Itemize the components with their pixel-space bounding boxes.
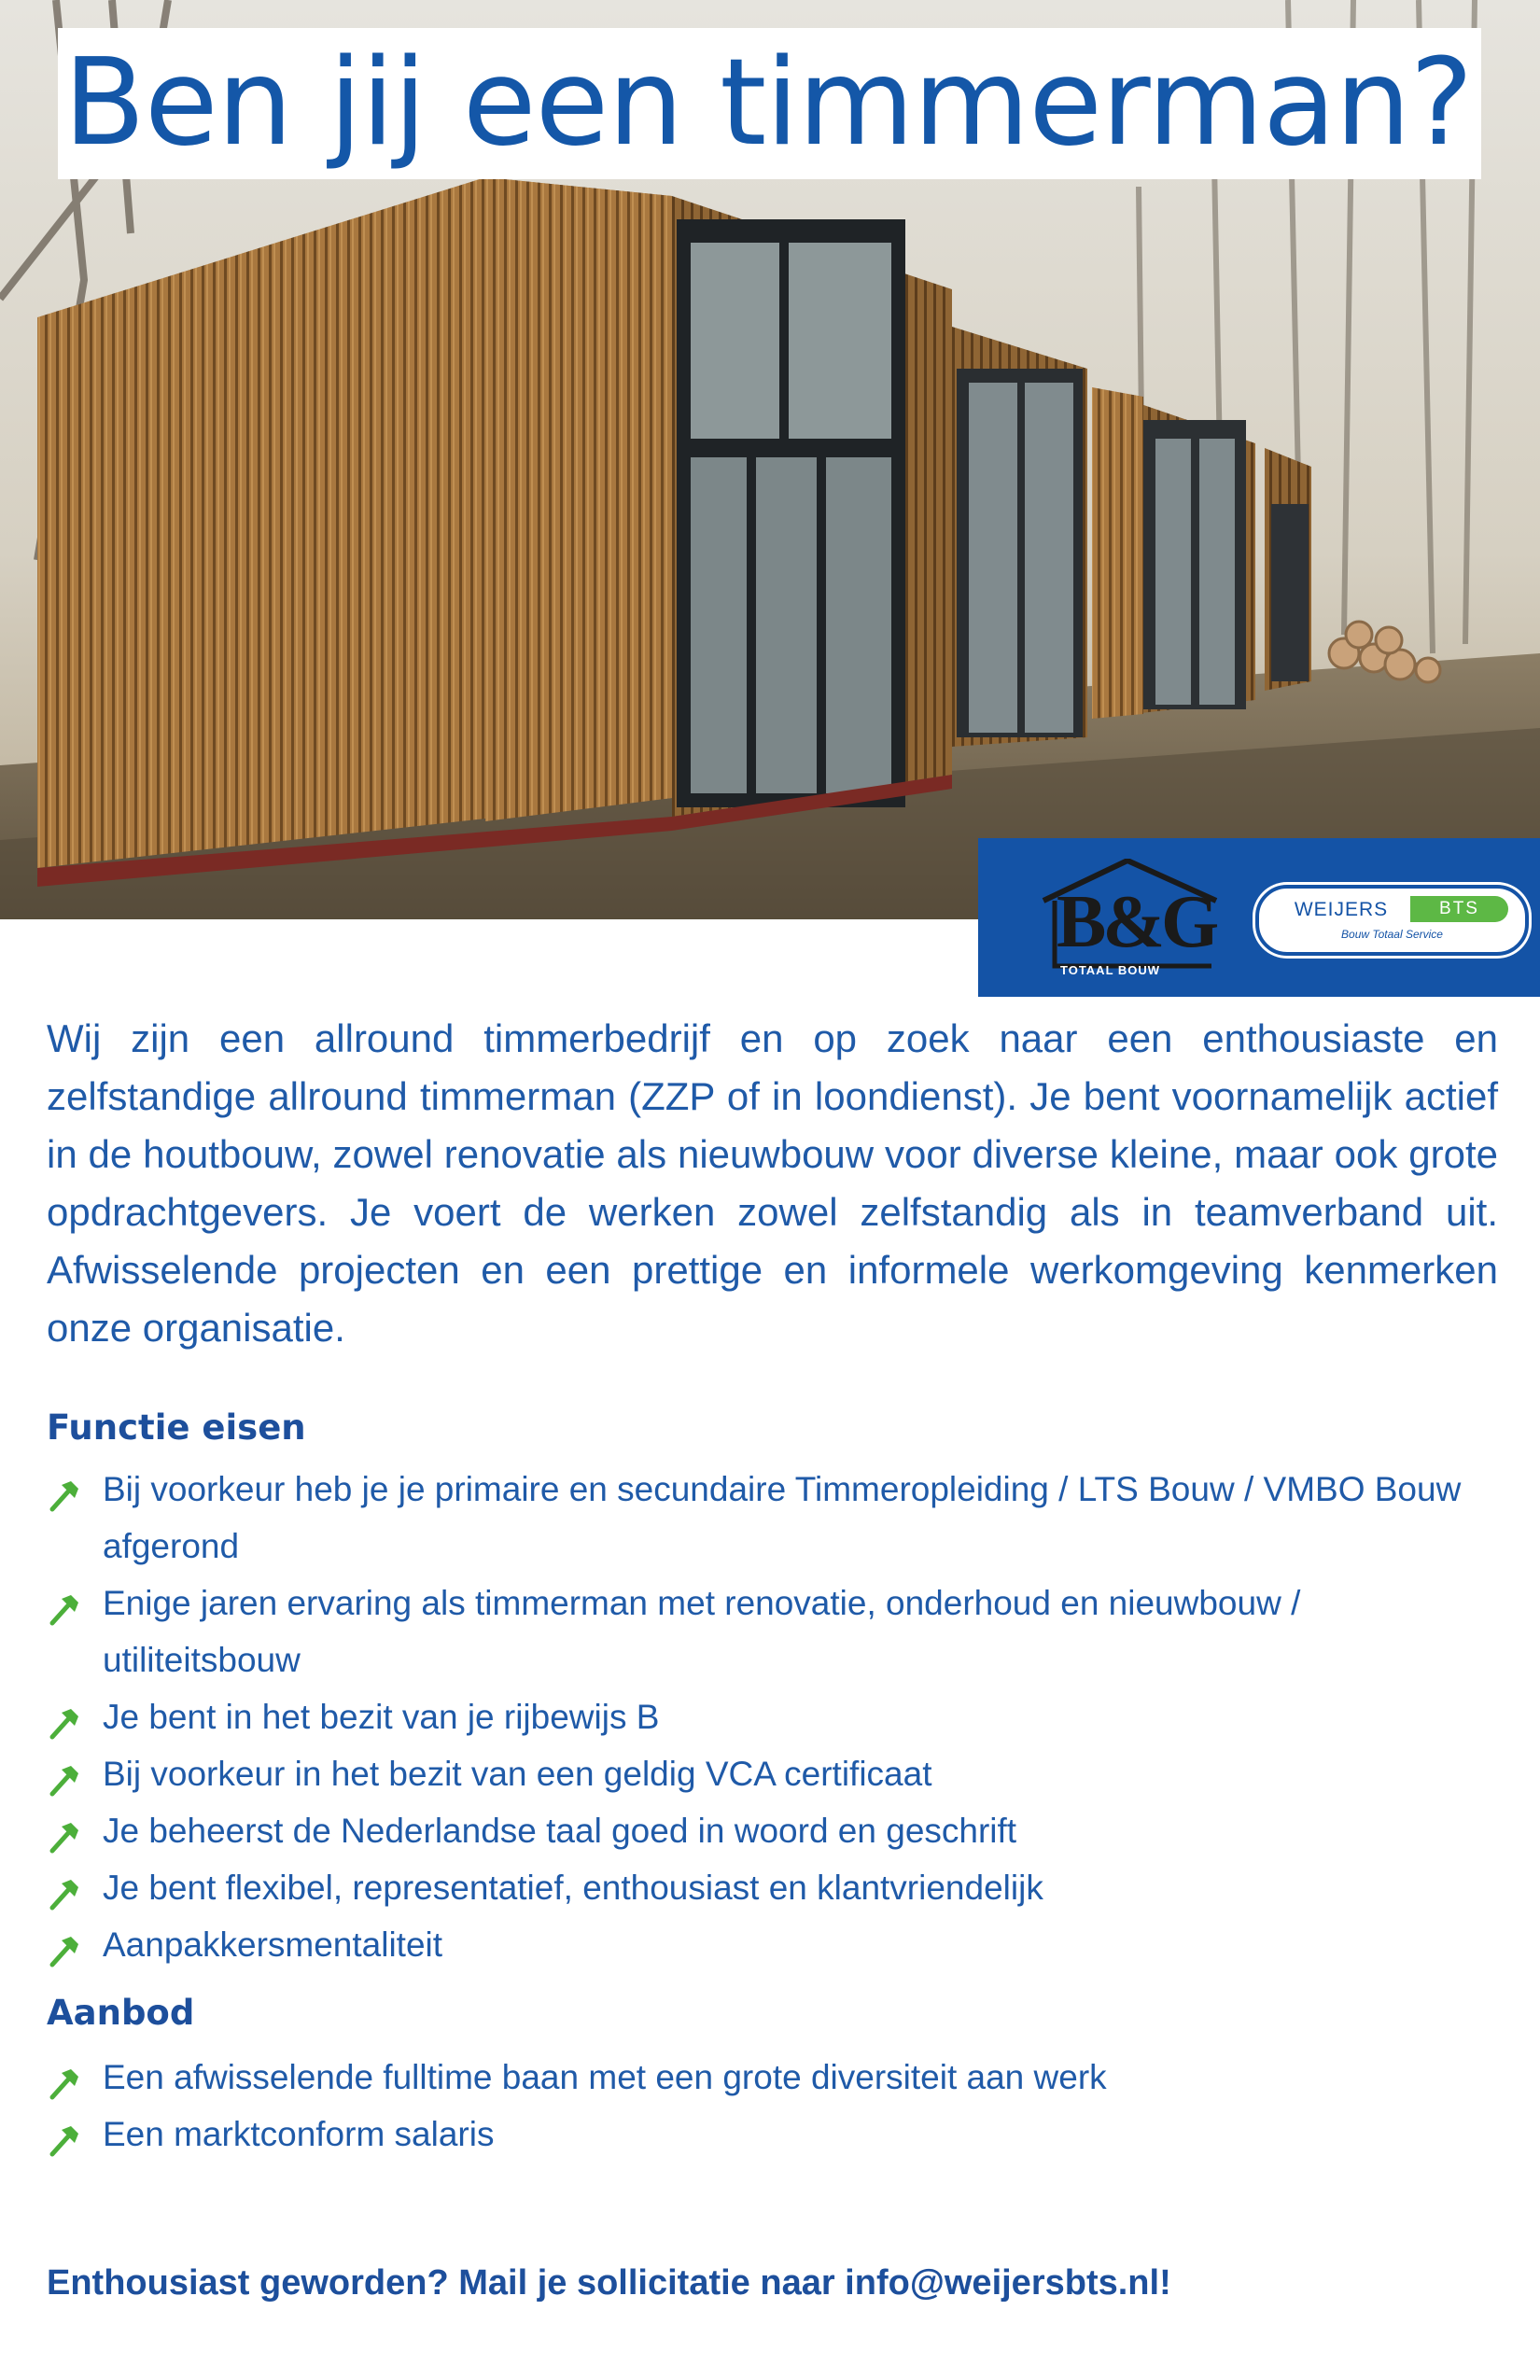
- aanbod-heading: Aanbod: [47, 1993, 195, 2033]
- list-item: [47, 1916, 1503, 1973]
- hammer-icon: [47, 1757, 80, 1791]
- hammer-icon: [47, 1871, 80, 1905]
- footer-call-to-action: Enthousiast geworden? Mail je sollicitatie naar info@weijersbts.nl!: [47, 2263, 1171, 2303]
- functie-eisen-list: [47, 1461, 1503, 1973]
- hammer-icon: [47, 1473, 80, 1506]
- list-item-text: Je bent flexibel, representatief, enthousiast en klantvriendelijk: [103, 1869, 1043, 1907]
- hammer-icon: [47, 2118, 80, 2151]
- list-item-text: Bij voorkeur in het bezit van een geldig VCA certificaat: [103, 1755, 932, 1793]
- list-item-text: Bij voorkeur heb je je primaire en secundaire Timmeropleiding / LTS Bouw / VMBO Bouw afgerond: [103, 1470, 1462, 1565]
- hammer-icon: [47, 1928, 80, 1962]
- weijers-bts-logo: [1255, 885, 1529, 956]
- list-item: [47, 1461, 1503, 1575]
- list-item-text: Enige jaren ervaring als timmerman met renovatie, onderhoud en nieuwbouw / utiliteitsbouw: [103, 1584, 1301, 1679]
- aanbod-list: [47, 2049, 1503, 2163]
- list-item-text: Aanpakkersmentaliteit: [103, 1925, 443, 1964]
- weijers-logo-tagline: Bouw Totaal Service: [1341, 928, 1443, 941]
- list-item: [47, 1745, 1503, 1802]
- bg-totaal-bouw-logo: [1034, 859, 1221, 980]
- hammer-icon: [47, 2061, 80, 2094]
- intro-paragraph: Wij zijn een allround timmerbedrijf en op zoek naar een enthousiaste en zelfstandige allround timmerman (ZZP of in loondienst). Je bent voornamelijk actief in de houtbouw, zowel renovatie als nieuwbouw voor diverse kleine, maar ook grote opdrachtgevers. Je voert de werken zowel zelfstandig als in teamverband uit. Afwisselende projecten en een prettige en informele werkomgeving kenmerken onze organisatie.: [47, 1016, 1498, 1350]
- list-item: [47, 2106, 1503, 2163]
- list-item-text: Je beheerst de Nederlandse taal goed in woord en geschrift: [103, 1812, 1017, 1850]
- list-item-text: Een afwisselende fulltime baan met een grote diversiteit aan werk: [103, 2058, 1107, 2096]
- hammer-icon: [47, 1587, 80, 1620]
- weijers-logo-name: WEIJERS: [1294, 899, 1389, 920]
- hammer-icon: [47, 1814, 80, 1848]
- list-item: [47, 1802, 1503, 1859]
- list-item: [47, 1688, 1503, 1745]
- headline: Ben jij een timmerman?: [58, 28, 1481, 179]
- bg-logo-mark: B&G: [1057, 881, 1216, 963]
- functie-eisen-heading: Functie eisen: [47, 1407, 306, 1448]
- list-item: [47, 2049, 1503, 2106]
- list-item-text: Je bent in het bezit van je rijbewijs B: [103, 1698, 660, 1736]
- bg-logo-subtitle: TOTAAL BOUW: [1060, 963, 1161, 977]
- hammer-icon: [47, 1701, 80, 1734]
- list-item-text: Een marktconform salaris: [103, 2115, 495, 2153]
- list-item: [47, 1575, 1503, 1688]
- weijers-logo-bts: BTS: [1410, 896, 1508, 922]
- list-item: [47, 1859, 1503, 1916]
- logo-bar: [978, 838, 1540, 997]
